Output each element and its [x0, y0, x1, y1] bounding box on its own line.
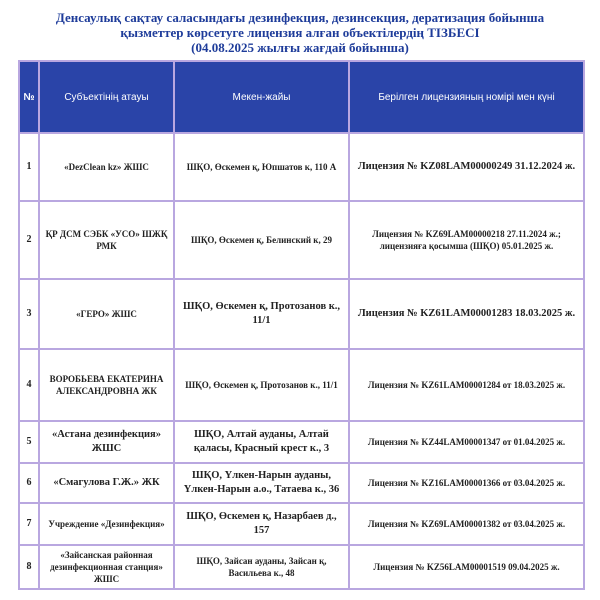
table-row — [19, 279, 584, 349]
row-number: 8 — [19, 545, 39, 589]
row-number: 3 — [19, 279, 39, 349]
row-address: ШҚО, Өскемен қ, Протозанов к., 11/1 — [174, 279, 349, 349]
row-number: 4 — [19, 349, 39, 421]
row-license: Лицензия № KZ56LAM00001519 09.04.2025 ж. — [349, 545, 584, 589]
row-name: ВОРОБЬЕВА ЕКАТЕРИНА АЛЕКСАНДРОВНА ЖК — [39, 349, 174, 421]
row-license: Лицензия № KZ44LAM00001347 от 01.04.2025 ж. — [349, 421, 584, 463]
table-row — [19, 349, 584, 421]
table-header-row — [19, 61, 584, 133]
table-row — [19, 201, 584, 279]
row-license: Лицензия № KZ69LAM00000218 27.11.2024 ж.; лицензияға қосымша (ШҚО) 05.01.2025 ж. — [349, 201, 584, 279]
row-name: «ГЕРО» ЖШС — [39, 279, 174, 349]
row-license: Лицензия № KZ69LAM00001382 от 03.04.2025 ж. — [349, 503, 584, 545]
table-row — [19, 503, 584, 545]
row-number: 2 — [19, 201, 39, 279]
row-address: ШҚО, Өскемен қ, Белинский к, 29 — [174, 201, 349, 279]
row-name: «Астана дезинфекция» ЖШС — [39, 421, 174, 463]
row-address: ШҚО, Өскемен қ, Назарбаев д., 157 — [174, 503, 349, 545]
header-number: № — [19, 61, 39, 133]
license-table — [18, 60, 585, 590]
title-line-2: қызметтер көрсетуге лицензия алған объектілердің ТІЗБЕСІ — [120, 25, 480, 40]
row-name: «DezClean kz» ЖШС — [39, 133, 174, 201]
row-number: 7 — [19, 503, 39, 545]
table-row — [19, 133, 584, 201]
row-license: Лицензия № KZ61LAM00001283 18.03.2025 ж. — [349, 279, 584, 349]
row-name: Учреждение «Дезинфекция» — [39, 503, 174, 545]
document-title — [0, 10, 600, 55]
header-license: Берілген лицензияның номірі мен күні — [349, 61, 584, 133]
title-line-1: Денсаулық сақтау саласындағы дезинфекция, дезинсекция, дератизация бойынша — [55, 10, 545, 25]
header-name: Субъектінің атауы — [39, 61, 174, 133]
row-address: ШҚО, Алтай ауданы, Алтай қаласы, Красный крест к., 3 — [174, 421, 349, 463]
row-name: «Смагулова Г.Ж.» ЖК — [39, 463, 174, 503]
row-license: Лицензия № KZ16LAM00001366 от 03.04.2025 ж. — [349, 463, 584, 503]
table-row — [19, 463, 584, 503]
row-address: ШҚО, Өскемен қ, Протозанов к., 11/1 — [174, 349, 349, 421]
row-number: 1 — [19, 133, 39, 201]
row-address: ШҚО, Зайсан ауданы, Зайсан қ, Васильева к., 48 — [174, 545, 349, 589]
row-name: ҚР ДСМ СЭБК «УСО» ШЖҚ РМК — [39, 201, 174, 279]
row-license: Лицензия № KZ08LAM00000249 31.12.2024 ж. — [349, 133, 584, 201]
header-address: Мекен-жайы — [174, 61, 349, 133]
row-address: ШҚО, Өскемен қ, Юпшатов к, 110 А — [174, 133, 349, 201]
row-number: 5 — [19, 421, 39, 463]
row-address: ШҚО, Үлкен-Нарын ауданы, Үлкен-Нарын а.о., Татаева к., 36 — [174, 463, 349, 503]
row-name: «Зайсанская районная дезинфекционная станция» ЖШС — [39, 545, 174, 589]
row-number: 6 — [19, 463, 39, 503]
table-row — [19, 421, 584, 463]
title-line-3: (04.08.2025 жылғы жағдай бойынша) — [191, 40, 409, 55]
row-license: Лицензия № KZ61LAM00001284 от 18.03.2025 ж. — [349, 349, 584, 421]
table-row — [19, 545, 584, 589]
